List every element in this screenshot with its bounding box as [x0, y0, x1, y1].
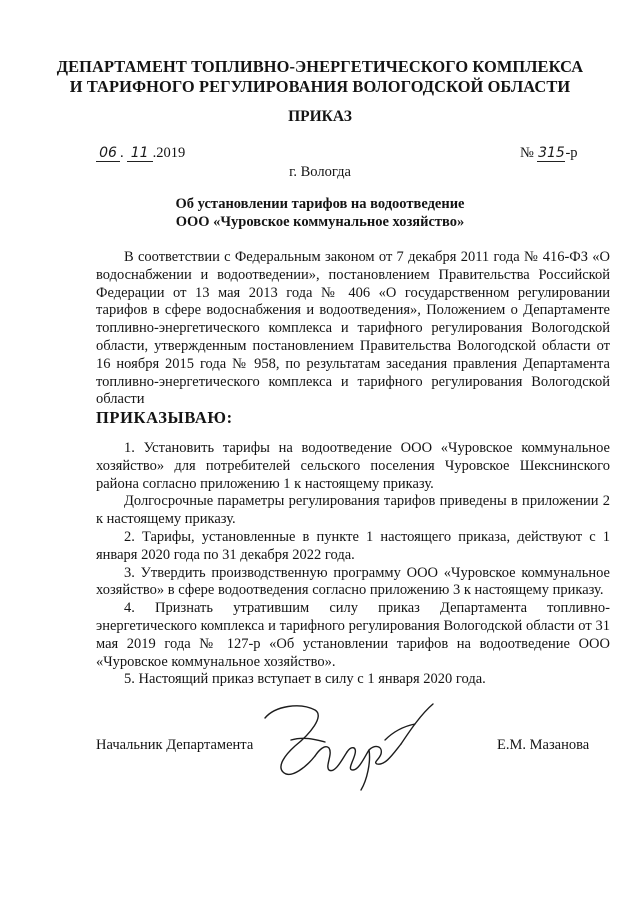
city: г. Вологда [289, 164, 351, 180]
number-prefix: № [520, 145, 534, 161]
subject-line-2: ООО «Чуровское коммунальное хозяйство» [175, 214, 465, 230]
document-title: ПРИКАЗ [288, 108, 352, 125]
signatory-name: Е.М. Мазанова [497, 737, 590, 753]
order-word: ПРИКАЗЫВАЮ: [96, 408, 233, 428]
number-handwritten: 315 [538, 145, 565, 161]
order-items [96, 440, 610, 689]
item-1: 1. Установить тарифы на водоотведение ООО «Чуровское коммунальное хозяйство» для потребителей сельского поселения Чуровское Шекснинского района согласно приложению 1 к настоящему приказу. [96, 440, 610, 492]
handwritten-signature [255, 700, 445, 792]
order-number [520, 145, 578, 162]
signatory-position: Начальник Департамента [96, 737, 254, 753]
item-3: 3. Утвердить производственную программу ООО «Чуровское коммунальное хозяйство» в сфере водоотведения согласно приложению 3 к настоящему приказу. [96, 564, 610, 599]
item-4: 4. Признать утратившим силу приказ Департамента топливно-энергетического комплекса и тарифного регулирования Вологодской области от 31 мая 2019 года № 127-р «Об установлении тарифов на водоотведение ООО «Чуровское коммунальное хозяйство». [96, 600, 610, 670]
date-month-handwritten: 11 [127, 146, 153, 162]
department-name-line-1: ДЕПАРТАМЕНТ ТОПЛИВНО-ЭНЕРГЕТИЧЕСКОГО КОМПЛЕКСА [56, 57, 584, 76]
item-5: 5. Настоящий приказ вступает в силу с 1 января 2020 года. [124, 671, 486, 688]
subject-line-1: Об установлении тарифов на водоотведение [175, 196, 465, 212]
order-date: 06 . 11 .2019 [96, 145, 185, 162]
item-1-params: Долгосрочные параметры регулирования тарифов приведены в приложении 2 к настоящему приказу. [96, 493, 610, 528]
date-year: .2019 [152, 145, 186, 161]
preamble-text: В соответствии с Федеральным законом от 7 декабря 2011 года № 416-ФЗ «О водоснабжении и водоотведении», постановлением Правительства Российской Федерации от 13 мая 2013 года № 406 «О государственном регулировании тарифов в сфере водоснабжения и водоотведения», Положением о Департаменте топливно-энергетического комплекса и тарифного регулирования Вологодской области, утвержденным постановлением Правительства Вологодской области от 16 ноября 2015 года № 958, по результатам заседания правления Департамента топливно-энергетического комплекса и тарифного регулирования Вологодской области [96, 249, 610, 408]
preamble-block [96, 249, 610, 429]
department-name-line-2: И ТАРИФНОГО РЕГУЛИРОВАНИЯ ВОЛОГОДСКОЙ ОБЛАСТИ [69, 77, 571, 96]
item-2: 2. Тарифы, установленные в пункте 1 настоящего приказа, действуют с 1 января 2020 года по 31 декабря 2022 года. [96, 528, 610, 563]
date-day-handwritten: 06 [96, 146, 120, 162]
number-suffix: -р [565, 145, 578, 161]
